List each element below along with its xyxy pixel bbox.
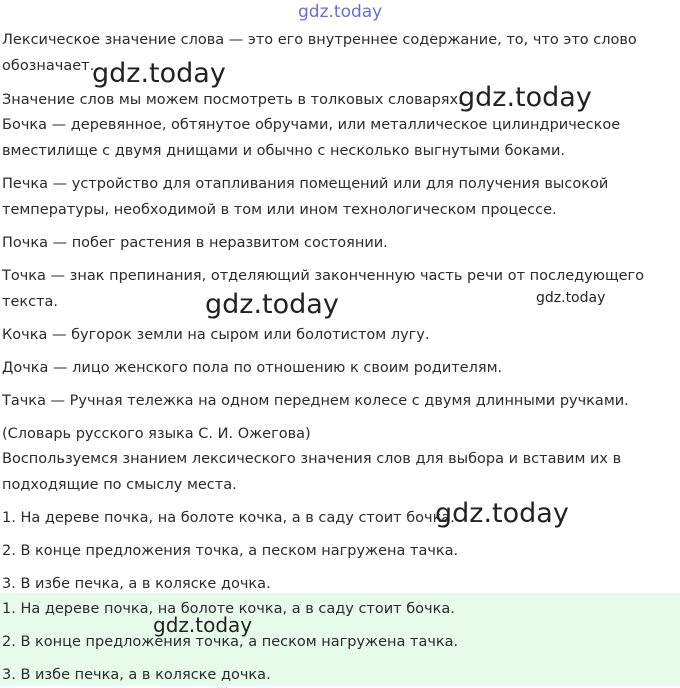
text-line: вместилище с двумя днищами и обычно с несколько выгнутыми боками. <box>2 143 566 159</box>
watermark: gdz.today <box>435 498 569 529</box>
text-line: 1. На дереве почка, на болоте кочка, а в саду стоит бочка. <box>2 510 455 526</box>
watermark: gdz.today <box>92 58 226 89</box>
text-line: Кочка — бугорок земли на сыром или болотистом лугу. <box>2 327 430 343</box>
text-line: 3. В избе печка, а в коляске дочка. <box>2 576 271 592</box>
watermark: gdz.today <box>298 2 383 22</box>
text-line: (Словарь русского языка С. И. Ожегова) <box>2 426 311 442</box>
text-line: подходящие по смыслу места. <box>2 477 237 493</box>
text-line: Точка — знак препинания, отделяющий законченную часть речи от последующего <box>2 268 645 284</box>
answer-line: 1. На дереве почка, на болоте кочка, а в саду стоит бочка. <box>2 601 455 617</box>
text-line: Печка — устройство для отапливания помещений или для получения высокой <box>2 176 609 192</box>
text-line: Почка — побег растения в неразвитом состоянии. <box>2 235 388 251</box>
watermark: gdz.today <box>205 289 339 320</box>
text-line: температуры, необходимой в том или ином технологическом процессе. <box>2 202 557 218</box>
text-line: Значение слов мы можем посмотреть в толковых словарях. <box>2 92 463 108</box>
watermark: gdz.today <box>153 613 253 637</box>
watermark: gdz.today <box>458 82 592 113</box>
watermark: gdz.today <box>536 290 606 306</box>
text-line: Дочка — лицо женского пола по отношению к своим родителям. <box>2 360 503 376</box>
answer-line: 3. В избе печка, а в коляске дочка. <box>2 667 271 683</box>
text-line: 2. В конце предложения точка, а песком нагружена тачка. <box>2 543 459 559</box>
text-line: Воспользуемся знанием лексического значения слов для выбора и вставим их в <box>2 451 622 467</box>
text-line: обозначает. <box>2 58 95 74</box>
text-line: Тачка — Ручная тележка на одном переднем колесе с двумя длинными ручками. <box>2 393 629 409</box>
text-line: Бочка — деревянное, обтянутое обручами, или металлическое цилиндрическое <box>2 117 621 133</box>
text-line: Лексическое значение слова — это его внутреннее содержание, то, что это слово <box>2 32 637 48</box>
answer-line: 2. В конце предложения точка, а песком нагружена тачка. <box>2 634 459 650</box>
text-line: текста. <box>2 294 59 310</box>
